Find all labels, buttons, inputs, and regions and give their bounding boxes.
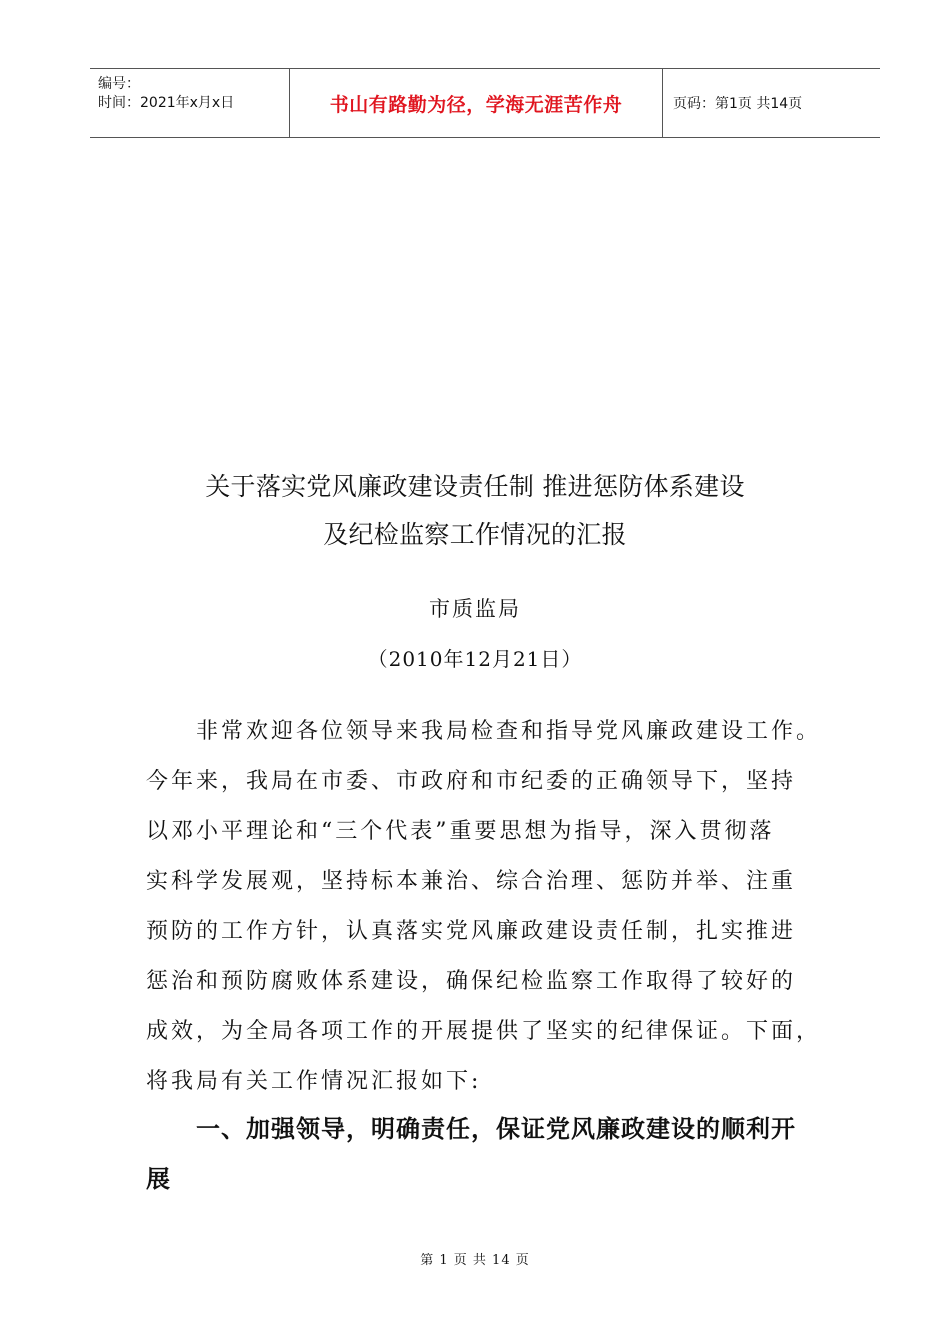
intro-line: 今年来，我局在市委、市政府和市纪委的正确领导下，坚持 [146,769,797,794]
section-heading-line: 一、加强领导，明确责任，保证党风廉政建设的顺利开 [196,1115,796,1143]
document-title-line-2: 及纪检监察工作情况的汇报 [323,520,627,549]
intro-line: 预防的工作方针，认真落实党风廉政建设责任制，扎实推进 [146,919,797,944]
intro-paragraph [146,707,836,1107]
intro-line: 将我局有关工作情况汇报如下: [146,1069,482,1094]
document-title-line-1: 关于落实党风廉政建设责任制 推进惩防体系建设 [205,472,745,501]
header-motto-cell [290,69,663,137]
intro-line: 非常欢迎各位领导来我局检查和指导党风廉政建设工作。 [146,719,822,744]
section-heading-line: 展 [146,1165,171,1193]
motto-text: 书山有路勤为径，学海无涯苦作舟 [329,93,623,116]
header-page-cell [663,69,880,137]
time-label: 时间：2021年x月x日 [98,95,235,111]
document-date: （2010年12月21日） [367,647,583,671]
intro-line: 惩治和预防腐败体系建设，确保纪检监察工作取得了较好的 [146,969,797,994]
page-footer: 第 1 页 共 14 页 [420,1253,530,1268]
intro-line: 成效，为全局各项工作的开展提供了坚实的纪律保证。下面， [146,1019,822,1044]
number-label: 编号： [98,76,140,92]
header-table [90,68,880,138]
page-info: 页码：第1页 共14页 [673,96,803,112]
intro-line: 以邓小平理论和“三个代表”重要思想为指导，深入贯彻落 [146,819,775,844]
header-meta-cell [90,69,290,137]
intro-line: 实科学发展观，坚持标本兼治、综合治理、惩防并举、注重 [146,869,797,894]
section-heading-1 [146,1104,836,1204]
organization-name: 市质监局 [429,597,521,621]
